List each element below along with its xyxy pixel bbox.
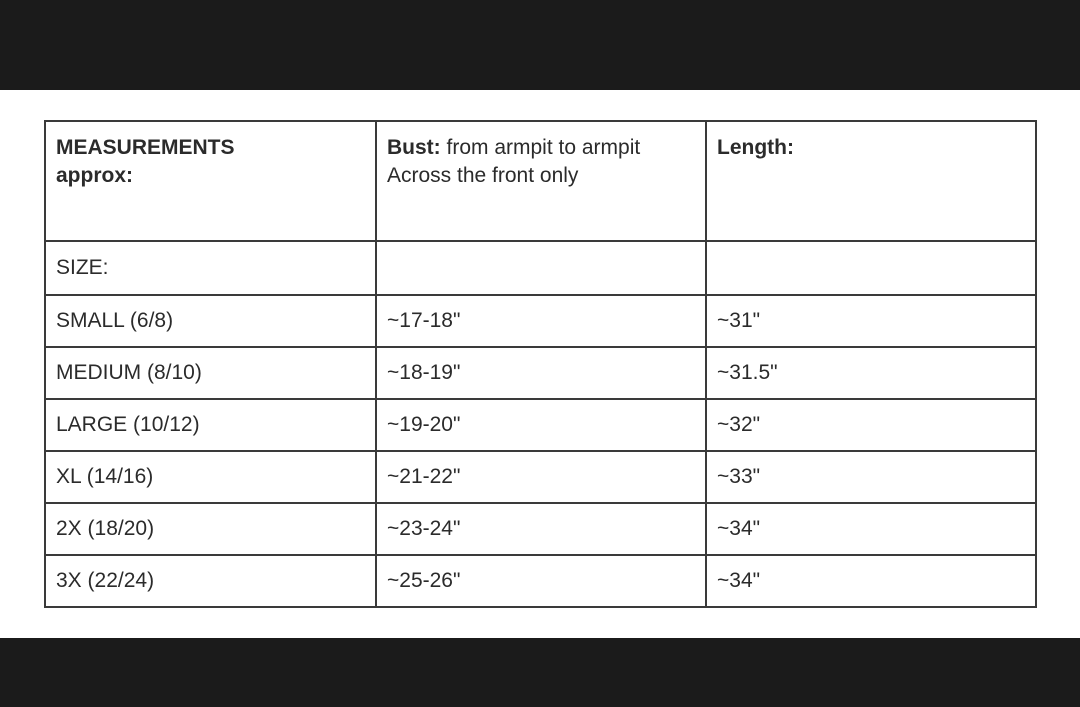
size-cell: MEDIUM (8/10) (45, 347, 376, 399)
size-cell: SMALL (6/8) (45, 295, 376, 347)
header-measurements-cell (45, 121, 376, 241)
table-row (45, 399, 1036, 451)
header-row (45, 121, 1036, 241)
size-cell: XL (14/16) (45, 451, 376, 503)
empty-cell (376, 241, 706, 295)
size-cell: 3X (22/24) (45, 555, 376, 607)
empty-cell (706, 241, 1036, 295)
length-cell: ~33" (706, 451, 1036, 503)
table-row (45, 451, 1036, 503)
table-row (45, 503, 1036, 555)
bust-cell: ~25-26" (376, 555, 706, 607)
header-bust-note: Across the front only (387, 164, 579, 187)
document-sheet (0, 90, 1080, 638)
bust-cell: ~21-22" (376, 451, 706, 503)
header-bust-description: from armpit to armpit (440, 136, 641, 159)
length-cell: ~34" (706, 555, 1036, 607)
bust-cell: ~23-24" (376, 503, 706, 555)
size-label-row (45, 241, 1036, 295)
bust-cell: ~18-19" (376, 347, 706, 399)
header-length-cell (706, 121, 1036, 241)
bust-cell: ~19-20" (376, 399, 706, 451)
length-cell: ~31" (706, 295, 1036, 347)
size-cell: 2X (18/20) (45, 503, 376, 555)
header-measurements-label: MEASUREMENTS (56, 136, 235, 159)
size-cell: LARGE (10/12) (45, 399, 376, 451)
header-length-label: Length: (717, 136, 794, 159)
bottom-black-bar (0, 638, 1080, 707)
bust-cell: ~17-18" (376, 295, 706, 347)
table-row (45, 347, 1036, 399)
length-cell: ~31.5" (706, 347, 1036, 399)
header-bust-label: Bust: (387, 136, 441, 159)
header-bust-cell (376, 121, 706, 241)
size-label-cell: SIZE: (45, 241, 376, 295)
table-row (45, 555, 1036, 607)
length-cell: ~34" (706, 503, 1036, 555)
header-approx-label: approx: (56, 164, 134, 187)
size-chart-table (44, 120, 1037, 608)
top-black-bar (0, 0, 1080, 90)
table-row (45, 295, 1036, 347)
length-cell: ~32" (706, 399, 1036, 451)
